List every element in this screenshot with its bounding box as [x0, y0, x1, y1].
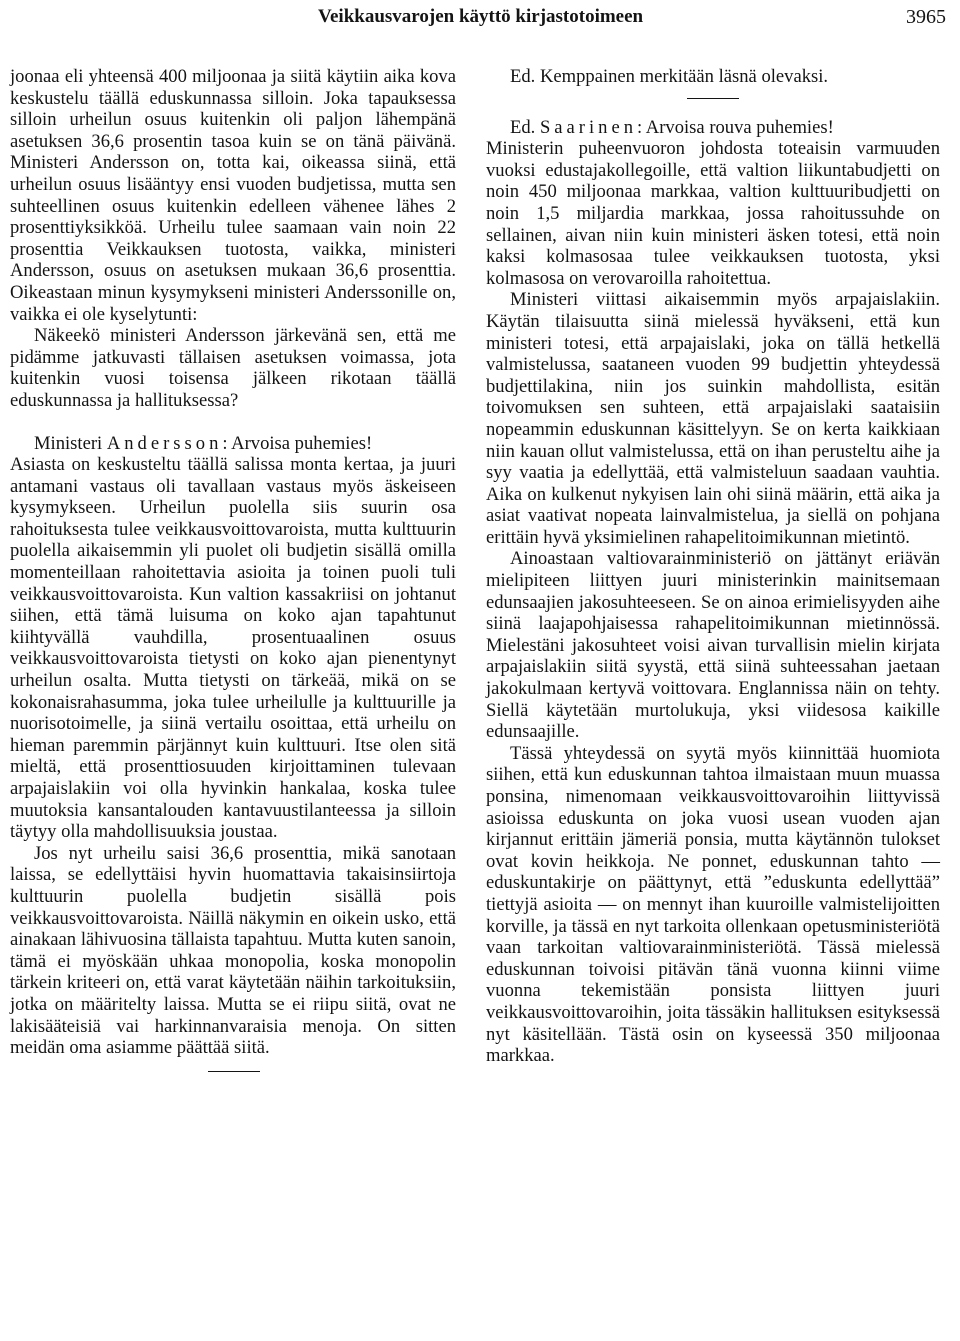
speaker-name: Andersson [106, 432, 223, 454]
speaker-prefix: Ed. [510, 116, 540, 138]
paragraph: Jos nyt urheilu saisi 36,6 prosenttia, mikä sanotaan laissa, se edellyttäisi hyvin huomattavia takaisinsiirtoja kulttuurin puolella budjetin sisällä pois veikkausvoittovaroista. Näillä näkymin en oikein usko, että ainakaan lähivuosina tällaista tapahtuu. Mutta kuten sanoin, tämä ei myöskään uhkaa monopolia, koska monopolin tärkein kriteeri on, että varat käytetään näihin tarkoituksiin, jotka on määritelty laissa. Mutta se ei riipu siitä, ovat ne lakisääteisiä vai harkinnanvaraisia menoja. On sitten meidän oma asiamme päättää siitä. [10, 842, 456, 1059]
page-header [0, 6, 960, 32]
spacer [10, 412, 456, 433]
section-separator [208, 1071, 260, 1072]
paragraph: Asiasta on keskusteltu täällä salissa monta kertaa, ja juuri antamani vastaus oli tavallaan vastaus myös äskeiseen kysymykseen. Urheilun puolella siis suurin osa rahoituksesta tulee veikkausvoittovaroista, mutta kulttuurin puolella aikaisemmin yli puolet oli budjetin sisällä omilla momenteillaan rahoitettavia asioita ja toinen puoli tuli veikkausvoittovaroista. Kun valtion kassakriisi on johtanut siihen, että tämä luisuma on koko ajan tapahtunut kiihtyvällä vauhdilla, prosentuaalinen osuus veikkausvoittovaroista tietysti on koko ajan pienentynyt urheilun osalta. Mutta tietysti on tärkeää, mikä on se kokonaisrahasumma, joka tulee urheilulle ja kulttuurille ja nuorisotoimelle, ja siinä vertailu osoittaa, että urheilu on hieman paremmin pärjännyt kuin kulttuuri. Itse olen sitä mieltä, että prosenttiosuuden kirjoittaminen tulevaan arpajaislakiin voi olla hyvinkin hankalaa, koska tulee muutoksia kansantalouden kantavuustilanteessa ja silloin täytyy olla mahdollisuuksia joustaa. [10, 454, 456, 843]
speaker-suffix: : Arvoisa rouva puhemies! [637, 116, 834, 138]
section-separator [687, 98, 739, 99]
paragraph: Ministerin puheenvuoron johdosta toteaisin varmuuden vuoksi edustajakollegoille, että valtion liikuntabudjetti on noin 450 miljoonaa markkaa, valtion kulttuuribudjetti on noin 1,5 miljardia markkaa, jossa rahoitussuhde on sellainen, aivan niin kuin ministeri äsken totesi, että noin kaksi kolmasosaa tulee veikkauksen tuotosta, yksi kolmasosa on verovaroilla rahoitettua. [486, 138, 940, 289]
paragraph: Ministeri viittasi aikaisemmin myös arpajaislakiin. Käytän tilaisuutta siinä mielessä hyväkseni, että kun ministeri totesi, että arpajaislaki, joka on tällä hetkellä valmistelussa, saataneen vuoden 99 budjettin yhteydessä budjettilakina, niin jos suinkin mahdollista, esitän toivomuksen sen suhteen, että arpajaislaki saataisiin nopeammin eduskunnan käsittelyyn. Se on kerta kaikkiaan niin kauan ollut valmistelussa, että on ihan perusteltu aihe ja syy vaatia ja edellyttää, että valmisteluun saadaan vauhtia. Aika on kulkenut nykyisen lain ohi siinä määrin, että aika ja asiat vaativat nopeata lainvalmistelua, ja siellä on pohjana erittäin hyvä yksimielinen rahapelitoimikunnan mietintö. [486, 289, 940, 548]
paragraph: joonaa eli yhteensä 400 miljoonaa ja siitä käytiin aika kova keskustelu täällä eduskunnassa silloin. Joka tapauksessa silloin urheilun osuus kuitenkin oli paljon lähempänä asetuksen 36,6 prosentin tasoa kuin se on tänä päivänä. Ministeri Andersson on, totta kai, oikeassa siinä, että urheilun osuus lisääntyy ensi vuoden budjetissa, mutta sen suhteellinen osuus kuitenkin edelleen vähenee lähes 2 prosenttiyksikköä. Urheilu tulee saamaan vain noin 22 prosenttia Veikkauksen tuotosta, vaikka, ministeri Andersson, osuus on asetuksen mukaan 36,6 prosenttia. Oikeastaan minun kysymykseni ministeri Anderssonille on, vaikka ei ole kyselytunti: [10, 66, 456, 325]
attendance-note: Ed. Kemppainen merkitään läsnä olevaksi. [510, 66, 829, 87]
speaker-line [486, 117, 940, 139]
page-number: 3965 [906, 6, 946, 28]
speaker-suffix: : Arvoisa puhemies! [222, 432, 373, 454]
right-column [486, 66, 940, 1067]
speaker-line [10, 433, 456, 455]
running-title: Veikkausvarojen käyttö kirjastotoimeen [318, 6, 644, 27]
left-column [10, 66, 456, 1072]
speaker-prefix: Ministeri [34, 432, 107, 454]
paragraph: Tässä yhteydessä on syytä myös kiinnittää huomiota siihen, että kun eduskunnan tahtoa ilmaistaan muun muassa ponsina, nimenomaan veikkausvoittovaroihin liittyvissä asioissa eduskunta on joka vuosi usean vuoden ajan kirjannut erittäin jämeriä ponsia, mutta käytännön tulokset ovat kovin heikkoja. Ne ponnet, eduskunnan tahto — eduskuntakirje on päättynyt, että ”eduskunta edellyttää” tiettyjä asioita — on mennyt ihan kuuroille valmistelijoitten korville, ja tässä en nyt tarkoita ollenkaan opetusministeriötä vaan tarkoitan valtiovarainministeriötä. Tässä mielessä eduskunnan toivoisi pitävän tänä vuonna kiinni viime vuonna tekemistään ponsista liittyen juuri veikkausvoittovaroihin, joita tässäkin hallituksen esityksessä nyt käsitellään. Tästä osin on kyseessä 350 miljoonaa markkaa. [486, 742, 940, 1067]
paragraph: Näkeekö ministeri Andersson järkevänä sen, että me pidämme jatkuvasti tällaisen asetuksen voimassa, jota kuitenkin vuosi toisensa jälkeen rikotaan täällä eduskunnassa ja hallituksessa? [10, 325, 456, 411]
speaker-name: Saarinen [539, 116, 638, 138]
paragraph: Ainoastaan valtiovarainministeriö on jättänyt eriävän mielipiteen liittyen juuri ministerinkin mainitsemaan edunsaajien jakosuhteeseen. Se on ainoa erimielisyyden aihe siinä laajapohjaisessa rahapelitoimikunnan mietinnössä. Mielestäni jakosuhteet voisi aivan turvallisin mielin kirjata arpajaislakiin siitä syystä, että siinä suhteessahan jaetaan jakokulmaan kertyvä voittovara. Englannissa näin on tehty. Siellä käytetään murtolukuja, yksi viidesosa kaikille edunsaajille. [486, 548, 940, 743]
